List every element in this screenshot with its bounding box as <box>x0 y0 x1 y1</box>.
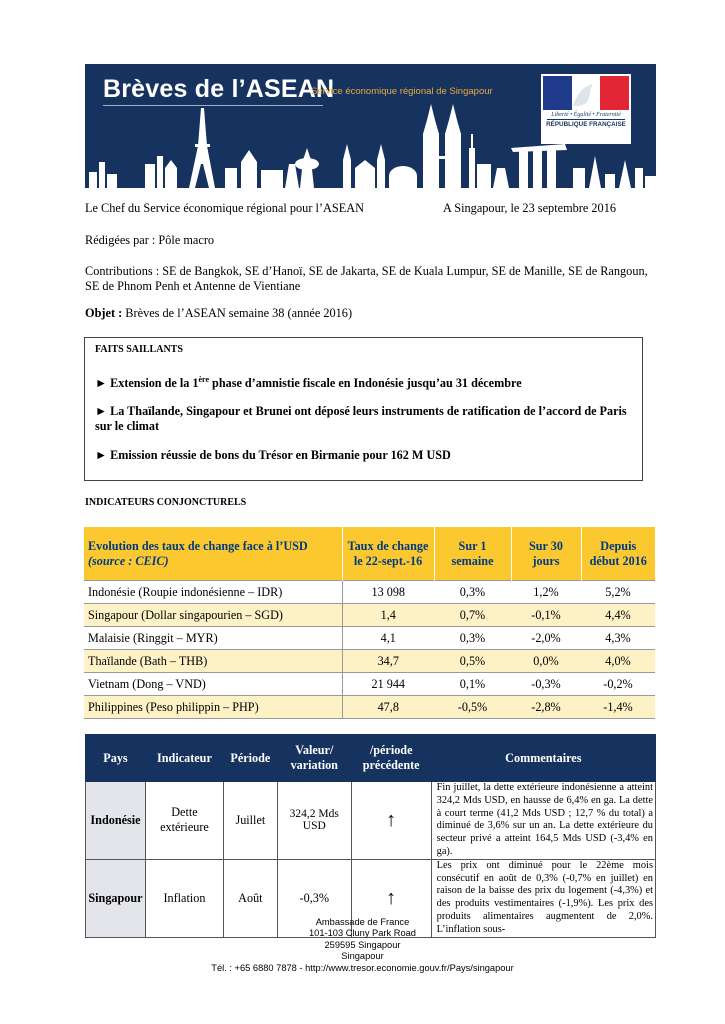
tricolor-marianne-icon <box>543 76 629 110</box>
highlight-item-sup: ère <box>198 375 209 384</box>
table-row <box>84 581 655 604</box>
subject-text: Brèves de l’ASEAN semaine 38 (année 2016) <box>122 306 353 320</box>
indicators-title: INDICATEURS CONJONCTURELS <box>85 497 247 508</box>
ytd-cell: 4,3% <box>581 627 655 650</box>
footer <box>0 917 725 974</box>
country-cell: Singapour <box>86 859 146 937</box>
trend-up-icon: ↑ <box>351 859 431 937</box>
indicator-cell: Dette extérieure <box>145 782 223 860</box>
currency-name: Thaïlande (Bath – THB) <box>84 650 342 673</box>
currency-name: Vietnam (Dong – VND) <box>84 673 342 696</box>
table-row <box>84 650 655 673</box>
ytd-cell: 4,0% <box>581 650 655 673</box>
rate-cell: 4,1 <box>342 627 434 650</box>
banner <box>85 64 656 196</box>
currency-name: Philippines (Peso philippin – PHP) <box>84 696 342 719</box>
exchange-rate-table <box>84 527 655 719</box>
subject-label: Objet : <box>85 306 123 320</box>
footer-contact: Tél. : +65 6880 7878 - http://www.tresor.economie.gouv.fr/Pays/singapour <box>211 962 514 973</box>
currency-name: Indonésie (Roupie indonésienne – IDR) <box>84 581 342 604</box>
col-pays: Pays <box>86 735 146 782</box>
table-header-row <box>86 735 656 782</box>
highlight-item: ► La Thaïlande, Singapour et Brunei ont déposé leurs instruments de ratification de l’accord de Paris sur le climat <box>95 404 627 433</box>
table-row <box>84 673 655 696</box>
country-cell: Indonésie <box>86 782 146 860</box>
publication-subtitle: Service économique régional de Singapour <box>311 86 493 97</box>
d30-cell: 1,2% <box>511 581 581 604</box>
subject-line <box>85 306 352 321</box>
title-underline <box>103 105 323 106</box>
ytd-cell: 4,4% <box>581 604 655 627</box>
fx-header-title <box>84 527 342 581</box>
fx-col-rate: Taux de change le 22-sept.-16 <box>342 527 434 581</box>
highlight-item-text: phase d’amnistie fiscale en Indonésie jusqu’au 31 décembre <box>209 376 522 391</box>
value-cell: -0,3% <box>277 859 351 937</box>
logo-name: RÉPUBLIQUE FRANÇAISE <box>546 121 626 128</box>
week-cell: 0,7% <box>434 604 511 627</box>
highlight-item <box>95 372 643 391</box>
comment-cell: Les prix ont diminué pour le 22ème mois consécutif en août de 0,3% (-0,7% en juillet) en raison de la baisse des prix du logement (-4,3%) et des produits vestimentaires (-1,9%). Les prix des produits alimentaires augmentent de 2,0%. L’inflation sous- <box>431 859 655 937</box>
fx-col-week: Sur 1 semaine <box>434 527 511 581</box>
d30-cell: -2,8% <box>511 696 581 719</box>
period-cell: Juillet <box>223 782 277 860</box>
ytd-cell: 5,2% <box>581 581 655 604</box>
d30-cell: -2,0% <box>511 627 581 650</box>
highlight-item: ► Emission réussie de bons du Trésor en Birmanie pour 162 M USD <box>95 448 451 462</box>
author-line: Rédigées par : Pôle macro <box>85 233 215 247</box>
col-precedente: /période précédente <box>351 735 431 782</box>
table-row <box>84 696 655 719</box>
col-valeur: Valeur/ variation <box>277 735 351 782</box>
rate-cell: 21 944 <box>342 673 434 696</box>
indicator-commentary-table <box>85 734 656 938</box>
col-periode: Période <box>223 735 277 782</box>
col-indicateur: Indicateur <box>145 735 223 782</box>
footer-line: Ambassade de France <box>315 917 410 927</box>
week-cell: 0,5% <box>434 650 511 673</box>
logo-motto: Liberté • Égalité • Fraternité <box>551 112 621 118</box>
contributions-line: Contributions : SE de Bangkok, SE d’Hanoï, SE de Jakarta, SE de Kuala Lumpur, SE de Manille, SE de Rangoun, SE de Phnom Penh et Antenne de Vientiane <box>85 264 648 293</box>
ytd-cell: -1,4% <box>581 696 655 719</box>
fx-header-source: (source : CEIC) <box>88 553 169 568</box>
highlights-box <box>84 337 643 481</box>
footer-line: Singapour <box>341 951 384 962</box>
week-cell: 0,3% <box>434 581 511 604</box>
week-cell: 0,1% <box>434 673 511 696</box>
rate-cell: 47,8 <box>342 696 434 719</box>
table-row <box>84 604 655 627</box>
highlights-title: FAITS SAILLANTS <box>95 344 183 355</box>
indicator-cell: Inflation <box>145 859 223 937</box>
table-row <box>86 782 656 860</box>
fx-col-ytd: Depuis début 2016 <box>581 527 655 581</box>
week-cell: -0,5% <box>434 696 511 719</box>
ytd-cell: -0,2% <box>581 673 655 696</box>
value-cell: 324,2 Mds USD <box>277 782 351 860</box>
rate-cell: 34,7 <box>342 650 434 673</box>
logo-divider <box>547 119 625 120</box>
week-cell: 0,3% <box>434 627 511 650</box>
highlight-item-text: ► Extension de la 1 <box>95 376 199 391</box>
fx-header-label: Evolution des taux de change face à l’USD <box>88 538 308 553</box>
trend-up-icon: ↑ <box>351 782 431 860</box>
publication-title: Brèves de l’ASEAN <box>103 75 335 103</box>
rate-cell: 1,4 <box>342 604 434 627</box>
currency-name: Malaisie (Ringgit – MYR) <box>84 627 342 650</box>
d30-cell: 0,0% <box>511 650 581 673</box>
republique-francaise-logo <box>541 74 631 144</box>
currency-name: Singapour (Dollar singapourien – SGD) <box>84 604 342 627</box>
rate-cell: 13 098 <box>342 581 434 604</box>
sender-line: Le Chef du Service économique régional pour l’ASEAN <box>85 201 364 215</box>
period-cell: Août <box>223 859 277 937</box>
table-row <box>84 627 655 650</box>
date-line: A Singapour, le 23 septembre 2016 <box>443 201 617 215</box>
comment-cell: Fin juillet, la dette extérieure indonésienne a atteint 324,2 Mds USD, en hausse de 6,4% en ga. La dette à court terme (41,2 Mds USD ; 12,7 % du total) a diminué de 3,6% sur un an. La dette extérieure du secteur privé a atteint 164,5 Mds USD (-3,4% en ga). <box>431 782 655 860</box>
table-header-row <box>84 527 655 581</box>
d30-cell: -0,1% <box>511 604 581 627</box>
footer-line: 101-103 Cluny Park Road <box>309 928 416 939</box>
fx-col-30: Sur 30 jours <box>511 527 581 581</box>
d30-cell: -0,3% <box>511 673 581 696</box>
col-commentaires: Commentaires <box>431 735 655 782</box>
footer-line: 259595 Singapour <box>324 939 401 950</box>
